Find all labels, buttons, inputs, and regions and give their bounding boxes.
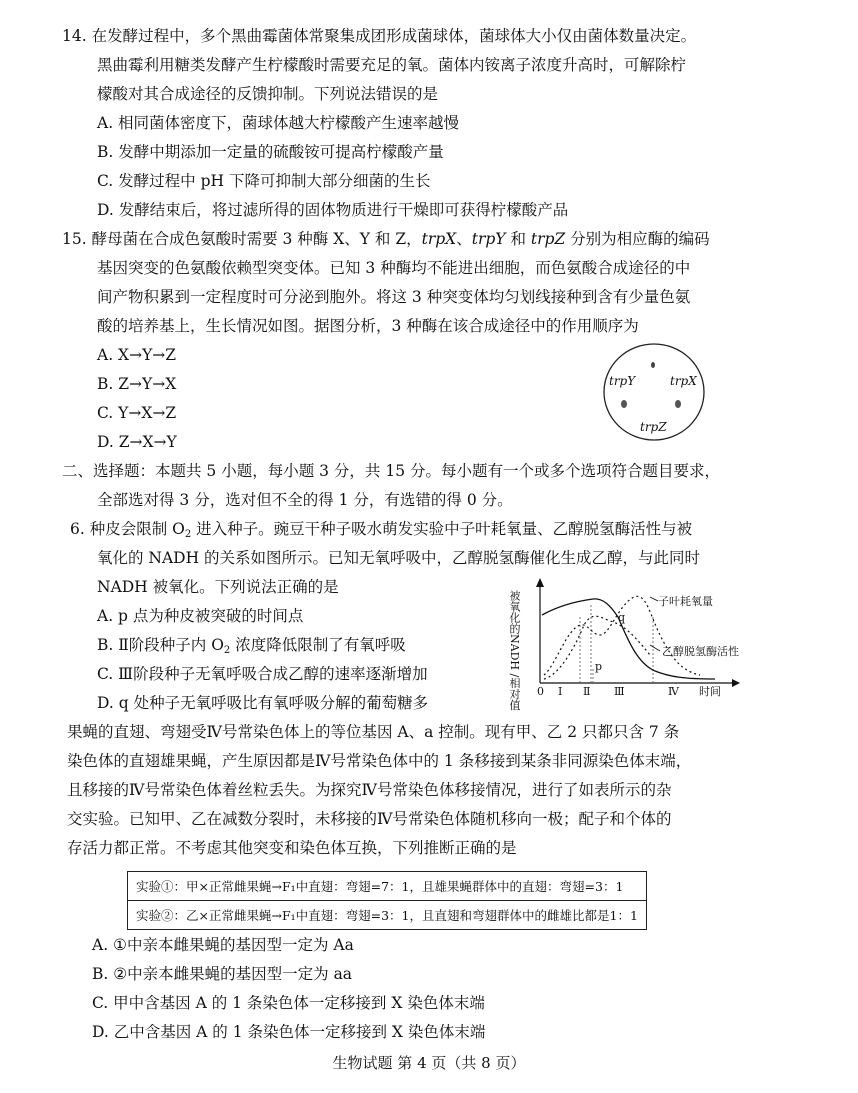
table-row	[128, 901, 647, 930]
curve-oxygen	[544, 596, 700, 675]
y-axis-arrow	[536, 578, 544, 587]
stage-3-label: Ⅲ	[614, 685, 625, 698]
table-cell-experiment-1: 实验①：甲×正常雌果蝇→F₁中直翅：弯翅=7：1，且雄果蝇群体中的直翅：弯翅=3：1	[128, 872, 647, 901]
q6-stem-line1: 6. 种皮会限制 $O_2$ 进入种子。豌豆干种子吸水萌发实验中子叶耗氧量、乙醇脱氢酶活性与被	[70, 520, 693, 540]
q6-option-b: B. Ⅱ阶段种子内 $O_2$ 浓度降低限制了有氧呼吸	[97, 636, 406, 656]
q7-stem-line5: 存活力都正常。不考虑其他突变和染色体互换，下列推断正确的是	[67, 839, 517, 857]
nadh-graph	[500, 575, 790, 700]
q6-option-c: C. Ⅲ阶段种子无氧呼吸合成乙醇的速率逐渐增加	[97, 665, 428, 683]
q6-stem-line3: NADH 被氧化。下列说法正确的是	[97, 578, 339, 596]
point-q-label: q	[618, 611, 626, 624]
q6-stem-line2: 氧化的 NADH 的关系如图所示。已知无氧呼吸中，乙醇脱氢酶催化生成乙醇，与此同时	[97, 549, 701, 567]
q15-stem-line1: 15. 酵母菌在合成色氨酸时需要 3 种酶 X、Y 和 Z，trpX、trpY 和 trpZ 分别为相应酶的编码	[62, 230, 710, 248]
dish-label-trpy: trpY	[609, 374, 636, 388]
q7-option-b: B. ②中亲本雌果蝇的基因型一定为 aa	[92, 965, 353, 983]
q15-stem-line2: 基因突变的色氨酸依赖型突变体。已知 3 种酶均不能进出细胞，而色氨酸合成途径的中	[97, 259, 691, 277]
q15-option-c: C. Y→X→Z	[97, 404, 177, 422]
q14-option-b: B. 发酵中期添加一定量的硫酸铵可提高柠檬酸产量	[97, 143, 444, 161]
graph-y-axis-label: 被氧化的NADH /相对值	[508, 590, 521, 711]
q14-option-c: C. 发酵过程中 pH 下降可抑制大部分细菌的生长	[97, 172, 431, 190]
q14-option-d: D. 发酵结束后，将过滤所得的固体物质进行干燥即可获得柠檬酸产品	[97, 201, 569, 219]
colony-right	[675, 400, 681, 408]
dish-label-trpz: trpZ	[640, 420, 667, 434]
x-axis-label: 时间	[699, 685, 721, 698]
q6-option-d: D. q 处种子无氧呼吸比有氧呼吸分解的葡萄糖多	[97, 694, 429, 712]
q15-option-b: B. Z→Y→X	[97, 375, 177, 393]
q7-stem-line3: 且移接的Ⅳ号常染色体着丝粒丢失。为探究Ⅳ号常染色体移接情况，进行了如表所示的杂	[67, 781, 672, 799]
table-cell-experiment-2: 实验②：乙×正常雌果蝇→F₁中直翅：弯翅=3：1，且直翅和弯翅群体中的雌雄比都是1：1	[128, 901, 647, 930]
q7-stem-line1: 果蝇的直翅、弯翅受Ⅳ号常染色体上的等位基因 A、a 控制。现有甲、乙 2 只都只含 7 条	[67, 723, 680, 741]
q14-stem-line1: 14. 在发酵过程中，多个黑曲霉菌体常聚集成团形成菌球体，菌球体大小仅由菌体数量决定。	[62, 27, 697, 45]
x-axis-arrow	[732, 679, 740, 687]
table-row	[128, 872, 647, 901]
q15-option-d: D. Z→X→Y	[97, 433, 177, 451]
dish-label-trpx: trpX	[670, 374, 697, 388]
legend-oxygen: 子叶耗氧量	[658, 595, 713, 608]
q7-option-d: D. 乙中含基因 A 的 1 条染色体一定移接到 X 染色体末端	[92, 1023, 486, 1041]
section2-heading-line1: 二、选择题：本题共 5 小题，每小题 3 分，共 15 分。每小题有一个或多个选项符合题目要求，	[62, 462, 721, 480]
q14-stem-line2: 黑曲霉利用糖类发酵产生柠檬酸时需要充足的氧。菌体内铵离子浓度升高时，可解除柠	[97, 56, 687, 74]
q15-stem-line3: 间产物积累到一定程度时可分泌到胞外。将这 3 种突变体均匀划线接种到含有少量色氨	[97, 288, 691, 306]
stage-2-label: Ⅱ	[583, 685, 591, 698]
q7-option-a: A. ①中亲本雌果蝇的基因型一定为 Aa	[92, 936, 354, 954]
legend-adh: 乙醇脱氢酶活性	[662, 645, 739, 658]
point-p-label: p	[595, 660, 603, 673]
q7-option-c: C. 甲中含基因 A 的 1 条染色体一定移接到 X 染色体末端	[92, 994, 485, 1012]
q15-stem-line4: 酸的培养基上，生长情况如图。据图分析，3 种酶在该合成途径中的作用顺序为	[97, 317, 639, 335]
q7-stem-line2: 染色体的直翅雄果蝇，产生原因都是Ⅳ号常染色体中的 1 条移接到某条非同源染色体末端，	[67, 752, 692, 770]
colony-left	[621, 400, 627, 408]
q7-stem-line4: 交实验。已知甲、乙在减数分裂时，未移接的Ⅳ号常染色体随机移向一极；配子和个体的	[67, 810, 672, 828]
experiment-table	[127, 871, 647, 930]
q14-option-a: A. 相同菌体密度下，菌球体越大柠檬酸产生速率越慢	[97, 114, 460, 132]
q15-option-a: A. X→Y→Z	[97, 346, 177, 364]
page-footer: 生物试题 第 4 页（共 8 页）	[332, 1054, 526, 1072]
curve-nadh	[542, 599, 715, 679]
stage-4-label: Ⅳ	[668, 685, 679, 698]
q6-option-a: A. p 点为种皮被突破的时间点	[97, 607, 304, 625]
origin-label: 0	[537, 685, 544, 698]
section2-heading-line2: 全部选对得 3 分，选对但不全的得 1 分，有选错的得 0 分。	[97, 491, 513, 509]
q14-stem-line3: 檬酸对其合成途径的反馈抑制。下列说法错误的是	[97, 85, 439, 103]
stage-1-label: Ⅰ	[558, 685, 563, 698]
colony-top	[651, 362, 655, 368]
